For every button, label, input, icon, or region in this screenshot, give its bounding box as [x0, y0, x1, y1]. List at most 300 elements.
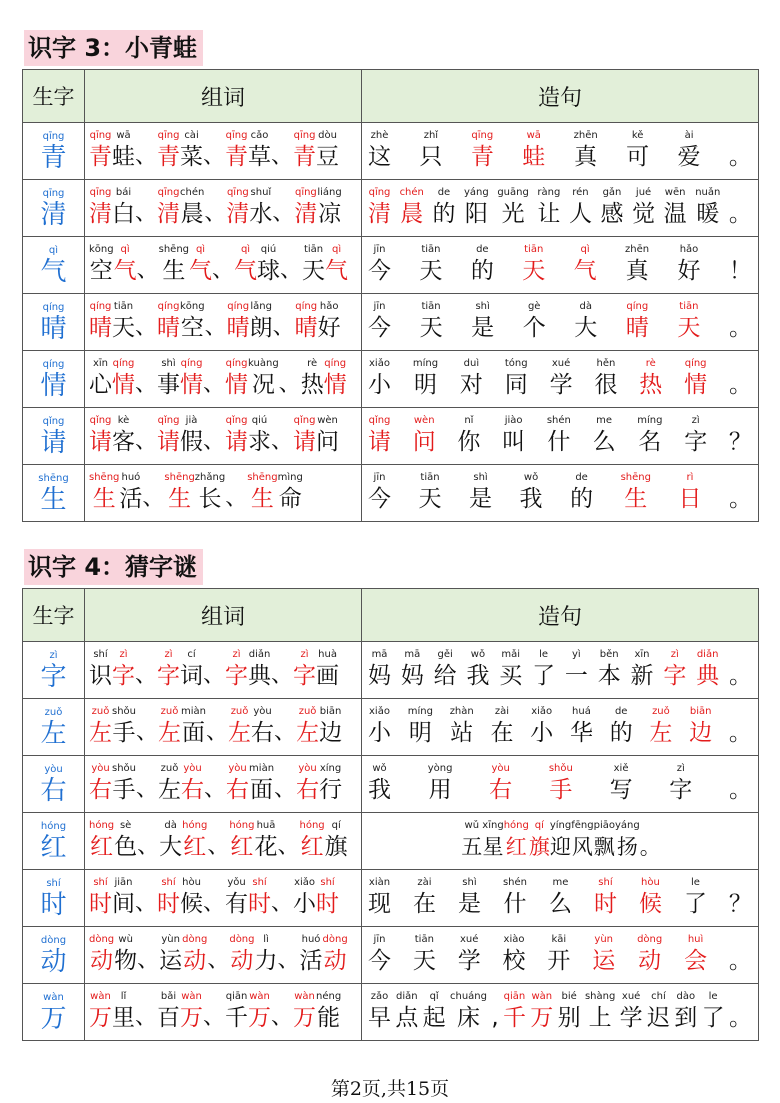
hanzi: 今 [368, 948, 391, 974]
hanzi: 左 [296, 720, 320, 746]
hanzi: 天 [419, 258, 443, 284]
hanzi-unit [637, 934, 662, 976]
words-cell [85, 123, 362, 180]
pinyin: qíng [626, 301, 649, 312]
hanzi: 命 [278, 486, 302, 512]
table-row [23, 237, 759, 294]
pinyin: wàn [531, 991, 553, 1002]
hanzi-unit [620, 991, 643, 1033]
hanzi: 、 [137, 834, 160, 859]
hanzi: 会 [684, 948, 708, 974]
sentence-cell [362, 123, 759, 180]
char-cell [23, 756, 85, 813]
hanzi-unit [157, 358, 180, 400]
pinyin: xīng [482, 820, 504, 831]
hanzi-unit [729, 763, 752, 805]
hanzi-unit [89, 934, 114, 976]
pinyin: le [690, 877, 700, 888]
hanzi: 明 [413, 372, 437, 398]
pinyin: xiǎo [531, 706, 553, 717]
hanzi-unit [271, 991, 293, 1033]
hanzi-unit [695, 187, 720, 229]
hanzi-unit [419, 130, 442, 172]
hanzi: 什 [547, 429, 571, 455]
hanzi-unit [89, 820, 114, 862]
pinyin: qíng [684, 358, 707, 369]
hanzi-unit [203, 415, 225, 457]
hanzi: 动 [638, 948, 662, 974]
pinyin: yíng [549, 820, 572, 831]
hanzi: 是 [471, 315, 495, 341]
pinyin: dòng [322, 934, 348, 945]
hanzi-unit [550, 820, 571, 862]
pinyin: wǔ [464, 820, 480, 831]
hanzi: 万 [89, 1005, 112, 1031]
hanzi: 点 [395, 1005, 419, 1031]
pinyin: dào [676, 991, 696, 1002]
hanzi: 迎 [550, 835, 572, 859]
hanzi: 字 [157, 663, 181, 689]
hanzi: 天 [677, 315, 701, 341]
hanzi-unit [461, 820, 482, 862]
lesson-title: 识字 4：猜字谜 [24, 549, 203, 585]
hanzi: 百 [157, 1005, 181, 1031]
sentence-cell [362, 870, 759, 927]
pinyin: zuǒ [160, 763, 179, 774]
hanzi-unit [594, 820, 615, 862]
hanzi: 天 [522, 258, 546, 284]
hanzi: , [491, 1005, 499, 1031]
hanzi: 左 [158, 720, 182, 746]
hanzi-unit [203, 991, 225, 1033]
hanzi: 花 [254, 834, 278, 860]
hanzi-unit [547, 934, 570, 976]
pinyin: zhēn [573, 130, 598, 141]
pinyin: qīng [157, 187, 180, 198]
table-row [23, 123, 759, 180]
pinyin: zhàn [449, 706, 474, 717]
words-cell [85, 408, 362, 465]
char-pinyin: hóng [40, 821, 67, 832]
hanzi-unit [574, 301, 597, 343]
hanzi: 、 [271, 144, 294, 169]
pinyin: shēng [620, 472, 651, 483]
pinyin: wā [116, 130, 131, 141]
pinyin: zì [691, 415, 700, 426]
pinyin: chén [180, 187, 205, 198]
pinyin: zì [670, 649, 679, 660]
hanzi-unit [112, 415, 135, 457]
hanzi: 晨 [180, 201, 204, 227]
pinyin: cài [184, 130, 199, 141]
hanzi: 豆 [316, 144, 340, 170]
hanzi: 清 [368, 201, 391, 227]
hanzi-unit [547, 415, 571, 457]
hanzi-unit [293, 877, 316, 919]
pinyin: qiān [503, 991, 526, 1002]
char-cell [23, 870, 85, 927]
hanzi: 能 [317, 1005, 341, 1031]
pinyin-line [85, 358, 361, 400]
sentence-cell [362, 699, 759, 756]
pinyin: kāi [551, 934, 567, 945]
pinyin: shí [161, 877, 176, 888]
pinyin: de [437, 187, 451, 198]
hanzi-unit [89, 991, 112, 1033]
hanzi: 、 [136, 720, 159, 745]
hanzi-unit [621, 472, 651, 514]
pinyin: shì [462, 877, 477, 888]
hanzi-unit [255, 934, 278, 976]
hanzi-unit [271, 415, 293, 457]
pinyin: me [552, 877, 569, 888]
hanzi-unit [226, 763, 249, 805]
pinyin-line [85, 877, 361, 919]
header-sentence: 造句 [362, 589, 759, 642]
pinyin: yáng [614, 820, 640, 831]
hanzi-unit [610, 706, 633, 748]
pinyin: zì [164, 649, 173, 660]
hanzi: 况 [251, 372, 275, 398]
char: 清 [40, 200, 67, 230]
pinyin-line [362, 934, 758, 976]
hanzi: 好 [677, 258, 701, 284]
pinyin: shuǐ [250, 187, 272, 198]
hanzi-unit [649, 706, 672, 748]
hanzi-unit [497, 187, 529, 229]
hanzi: 的 [609, 720, 633, 746]
hanzi-unit [296, 706, 319, 748]
pinyin: zuǒ [91, 706, 110, 717]
hanzi-unit [529, 820, 550, 862]
pinyin: kuàng [248, 358, 279, 369]
hanzi-unit [678, 130, 701, 172]
char-pinyin: qíng [42, 302, 65, 313]
pinyin: zhēn [625, 244, 650, 255]
hanzi: 词 [180, 663, 204, 689]
pinyin: bǎi [160, 991, 177, 1002]
table-row [23, 813, 759, 870]
table-row [23, 642, 759, 699]
pinyin: hòu [641, 877, 660, 888]
hanzi: 今 [368, 258, 391, 284]
pinyin: shēng [89, 472, 120, 483]
hanzi-unit [271, 130, 293, 172]
hanzi-unit [419, 472, 442, 514]
pinyin: yùn [161, 934, 180, 945]
hanzi: 在 [490, 720, 514, 746]
hanzi-unit [368, 187, 391, 229]
hanzi-unit [157, 415, 180, 457]
hanzi-unit [570, 706, 593, 748]
hanzi-unit [523, 301, 546, 343]
hanzi: 个 [522, 315, 546, 341]
hanzi-unit [180, 991, 203, 1033]
hanzi: 字 [669, 777, 693, 803]
hanzi: 清 [157, 201, 181, 227]
char-cell [23, 813, 85, 870]
char-pinyin: wàn [43, 992, 64, 1003]
hanzi: 字 [112, 663, 135, 689]
hanzi: 请 [225, 429, 249, 455]
pinyin: qǐng [157, 415, 180, 426]
pinyin: shǒu [112, 763, 137, 774]
pinyin: biān [319, 706, 342, 717]
hanzi-unit [137, 244, 159, 286]
hanzi: 小 [368, 372, 391, 398]
hanzi-unit [325, 244, 348, 286]
hanzi-unit [569, 187, 592, 229]
hanzi: 小 [530, 720, 554, 746]
hanzi: 请 [157, 429, 181, 455]
hanzi: 晴 [294, 315, 318, 341]
pinyin: zuǒ [298, 706, 317, 717]
pinyin: yòu [183, 763, 202, 774]
table-row [23, 351, 759, 408]
hanzi-unit [570, 472, 593, 514]
hanzi-unit [610, 763, 633, 805]
hanzi-unit [316, 130, 339, 172]
pinyin: xīn [92, 358, 109, 369]
hanzi: 新 [630, 663, 654, 689]
hanzi-unit [271, 649, 293, 691]
pinyin: qíng [89, 301, 112, 312]
pinyin: dòng [89, 934, 115, 945]
hanzi: 、 [135, 144, 158, 169]
pinyin: ràng [537, 187, 561, 198]
pinyin: xiǎo [369, 706, 390, 717]
char-pinyin: yòu [44, 764, 63, 775]
hanzi: 天 [419, 315, 443, 341]
char-pinyin: dòng [40, 935, 67, 946]
hanzi-unit [368, 130, 391, 172]
hanzi-unit [571, 820, 593, 862]
hanzi: 气 [234, 258, 258, 284]
hanzi-unit [249, 187, 272, 229]
hanzi: 、 [225, 486, 248, 511]
pinyin: jiān [114, 877, 133, 888]
hanzi: 动 [90, 948, 114, 974]
char-cell [23, 465, 85, 522]
hanzi-unit [135, 415, 157, 457]
pinyin: shǒu [548, 763, 573, 774]
pinyin: chí [651, 991, 666, 1002]
hanzi: 时 [248, 891, 272, 917]
hanzi-unit [157, 301, 180, 343]
pinyin: qíng [225, 358, 248, 369]
hanzi: 运 [592, 948, 616, 974]
hanzi-unit [729, 877, 752, 919]
hanzi-unit [136, 763, 158, 805]
pinyin: dòng [182, 934, 208, 945]
hanzi: 了 [532, 663, 556, 689]
hanzi-unit [324, 358, 347, 400]
hanzi: 、 [203, 663, 226, 688]
pinyin: qiān [225, 991, 248, 1002]
hanzi: 学 [549, 372, 573, 398]
hanzi: 明 [408, 720, 432, 746]
hanzi: ？ [728, 891, 752, 917]
pinyin: qǐng [368, 415, 391, 426]
hanzi-unit [274, 763, 296, 805]
hanzi: 。 [728, 1005, 752, 1031]
pinyin: jīn [373, 934, 386, 945]
char-pinyin: qīng [42, 188, 65, 199]
hanzi: 叫 [502, 429, 526, 455]
pinyin-line [362, 301, 758, 343]
pinyin-line [362, 130, 758, 172]
hanzi: 星 [482, 835, 504, 859]
hanzi: 什 [503, 891, 527, 917]
pinyin: dà [579, 301, 592, 312]
words-cell [85, 813, 362, 870]
hanzi: 万 [248, 1005, 272, 1031]
hanzi: 的 [470, 258, 494, 284]
header-char: 生字 [23, 70, 85, 123]
pinyin: nuǎn [695, 187, 721, 198]
pinyin: fēng [571, 820, 594, 831]
hanzi: 间 [112, 891, 135, 917]
char-pinyin: qīng [42, 131, 65, 142]
hanzi: 旗 [324, 834, 348, 860]
pinyin: yòu [491, 763, 510, 774]
hanzi-unit [615, 820, 640, 862]
pinyin: ài [684, 130, 694, 141]
words-cell [85, 699, 362, 756]
hanzi: 写 [609, 777, 633, 803]
hanzi: 边 [319, 720, 343, 746]
hanzi: 请 [89, 429, 112, 455]
pinyin: dà [164, 820, 177, 831]
pinyin: xué [459, 934, 479, 945]
pinyin: zhǎng [194, 472, 226, 483]
pinyin: qǐng [225, 415, 248, 426]
pinyin: qíng [324, 358, 347, 369]
hanzi: 情 [225, 372, 249, 398]
hanzi-unit [293, 991, 316, 1033]
hanzi: 、 [203, 891, 226, 916]
pinyin: zì [232, 649, 241, 660]
pinyin: de [476, 244, 489, 255]
hanzi-unit [594, 358, 617, 400]
hanzi-unit [227, 301, 250, 343]
hanzi: 、 [271, 429, 294, 454]
hanzi: 妈 [368, 663, 391, 689]
pinyin: wàn [90, 991, 111, 1002]
hanzi-unit [490, 706, 513, 748]
hanzi: 这 [368, 144, 391, 170]
words-cell [85, 237, 362, 294]
hanzi: 、 [204, 201, 227, 226]
hanzi: 求 [248, 429, 272, 455]
hanzi-unit [639, 358, 662, 400]
pinyin: yùn [594, 934, 614, 945]
hanzi: 真 [574, 144, 598, 170]
pinyin: qíng [180, 358, 203, 369]
hanzi: 面 [250, 777, 274, 803]
hanzi: 、 [207, 948, 230, 973]
hanzi: 晨 [400, 201, 424, 227]
hanzi-unit [89, 187, 112, 229]
hanzi-unit [255, 820, 278, 862]
hanzi: 气 [325, 258, 349, 284]
hanzi: 温 [663, 201, 687, 227]
hanzi: 。 [728, 777, 752, 803]
hanzi: 。 [728, 144, 752, 170]
pinyin: kōng [180, 301, 205, 312]
hanzi: 青 [89, 144, 112, 170]
hanzi-unit [696, 649, 719, 691]
hanzi-unit [316, 415, 339, 457]
hanzi: 情 [180, 372, 204, 398]
pinyin: zuǒ [160, 706, 179, 717]
sentence-cell [362, 408, 759, 465]
hanzi: 人 [568, 201, 592, 227]
pinyin: liáng [317, 187, 342, 198]
pinyin: tóng [504, 358, 528, 369]
char-cell [23, 642, 85, 699]
hanzi-unit [368, 472, 391, 514]
hanzi-unit [684, 358, 707, 400]
hanzi-unit [592, 934, 615, 976]
pinyin: tiān [303, 244, 324, 255]
hanzi: 蛙 [112, 144, 135, 170]
hanzi: 一 [564, 663, 588, 689]
hanzi-unit [272, 187, 294, 229]
pinyin: gěi [437, 649, 453, 660]
pinyin: shí [320, 877, 335, 888]
pinyin-line [362, 358, 758, 400]
pinyin: qì [120, 244, 130, 255]
hanzi-unit [319, 706, 342, 748]
hanzi: 面 [182, 720, 206, 746]
hanzi-unit [471, 130, 494, 172]
sentence-cell [362, 756, 759, 813]
hanzi: 生 [624, 486, 648, 512]
char-pinyin: zì [49, 650, 58, 661]
sentence-cell [362, 813, 759, 870]
hanzi: 、 [203, 1005, 226, 1030]
pinyin: qīng [226, 187, 249, 198]
hanzi: 左 [89, 720, 112, 746]
words-cell [85, 351, 362, 408]
hanzi-unit [729, 358, 752, 400]
hanzi-unit [625, 244, 649, 286]
hanzi-unit [368, 706, 391, 748]
hanzi: 情 [112, 372, 135, 398]
pinyin: tiān [113, 301, 134, 312]
hanzi: 右 [489, 777, 513, 803]
hanzi-unit [489, 763, 512, 805]
hanzi: 、 [206, 720, 229, 745]
hanzi-unit [550, 358, 573, 400]
pinyin: miàn [249, 763, 275, 774]
hanzi: 真 [625, 258, 649, 284]
hanzi-unit [323, 934, 348, 976]
hanzi: 、 [137, 948, 160, 973]
hanzi: 右 [181, 777, 205, 803]
hanzi: 小 [293, 891, 317, 917]
hanzi: 买 [499, 663, 523, 689]
hanzi: 可 [626, 144, 650, 170]
hanzi-unit [180, 415, 203, 457]
pinyin: bái [115, 187, 132, 198]
hanzi: 里 [112, 1005, 135, 1031]
pinyin: yòu [91, 763, 110, 774]
hanzi: 生 [92, 486, 116, 512]
hanzi-unit [159, 244, 189, 286]
pinyin-line [362, 991, 758, 1033]
